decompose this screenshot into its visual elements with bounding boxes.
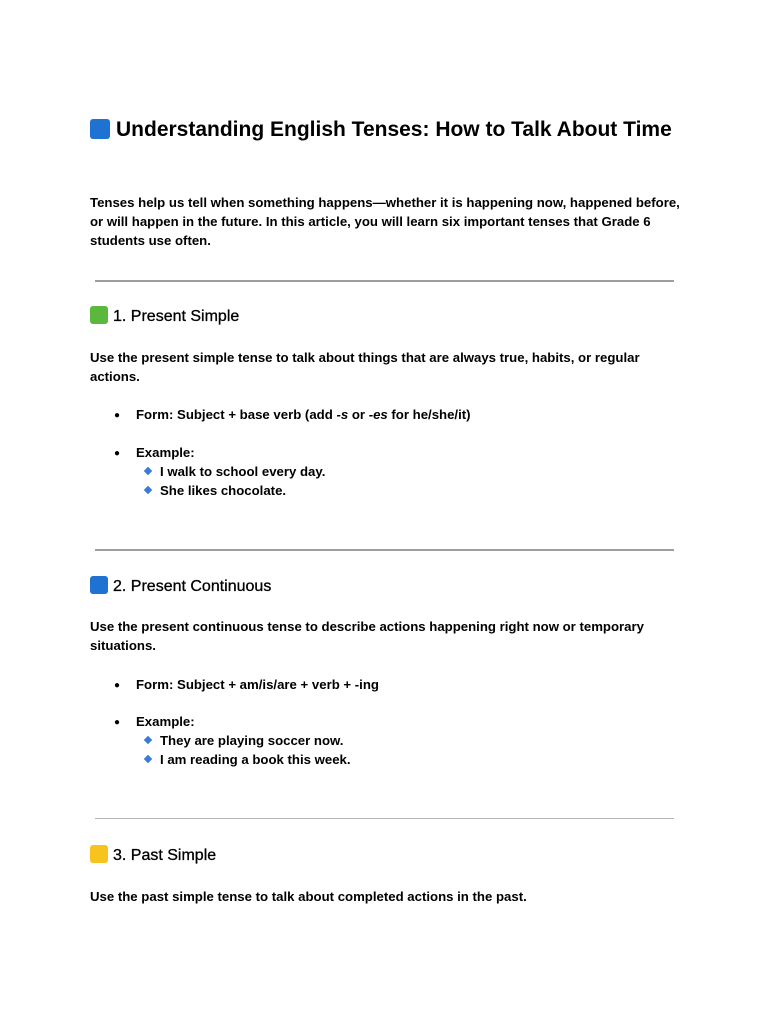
section-divider <box>95 280 674 282</box>
section-description: Use the past simple tense to talk about completed actions in the past. <box>90 889 527 904</box>
blue-square-icon <box>90 576 108 594</box>
diamond-bullet-icon <box>144 736 152 744</box>
blue-square-icon <box>90 119 110 139</box>
diamond-bullet-icon <box>144 486 152 494</box>
form-text: Form: Subject + am/is/are + verb + -ing <box>136 677 379 692</box>
example-text: I walk to school every day. <box>160 464 326 479</box>
intro-paragraph: Tenses help us tell when something happens—whether it is happening now, happened before, or will happen in the future. In this article, you will learn six important tenses that Grade 6 students use often. <box>90 195 680 248</box>
example-bullet <box>114 712 195 732</box>
section-heading-text: 3. Past Simple <box>113 847 217 864</box>
example-text: I am reading a book this week. <box>160 752 351 767</box>
page-title <box>90 115 690 144</box>
yellow-square-icon <box>90 845 108 863</box>
page-title-text: Understanding English Tenses: How to Talk About Time <box>116 118 672 141</box>
example-item <box>144 462 325 481</box>
section-heading-present-continuous <box>90 576 271 598</box>
section-description: Use the present simple tense to talk about things that are always true, habits, or regular actions. <box>90 350 640 384</box>
example-text: She likes chocolate. <box>160 483 287 498</box>
form-text-s: -s <box>336 407 349 422</box>
form-text-or: or <box>348 407 369 422</box>
section-divider <box>95 549 674 551</box>
example-item <box>144 481 286 500</box>
section-description: Use the present continuous tense to describe actions happening right now or temporary situations. <box>90 619 644 653</box>
form-text-es: -es <box>368 407 388 422</box>
form-text-prefix: Form: Subject + base verb (add <box>136 407 337 422</box>
form-bullet <box>114 675 379 695</box>
example-bullet <box>114 443 195 463</box>
bullet-icon: ● <box>114 448 121 459</box>
section-heading-past-simple <box>90 845 216 867</box>
section-heading-text: 1. Present Simple <box>113 308 240 325</box>
bullet-icon: ● <box>114 680 121 691</box>
example-text: They are playing soccer now. <box>160 733 344 748</box>
diamond-bullet-icon <box>144 467 152 475</box>
section-heading-present-simple <box>90 306 239 328</box>
form-bullet <box>114 405 471 425</box>
bullet-icon: ● <box>114 717 121 728</box>
example-label: Example: <box>136 714 195 729</box>
section-heading-text: 2. Present Continuous <box>113 578 272 595</box>
example-item <box>144 731 343 750</box>
diamond-bullet-icon <box>144 755 152 763</box>
bullet-icon: ● <box>114 410 121 421</box>
example-label: Example: <box>136 445 195 460</box>
example-item <box>144 750 351 769</box>
green-square-icon <box>90 306 108 324</box>
form-text-suffix: for he/she/it) <box>387 407 471 422</box>
section-divider <box>95 818 674 819</box>
